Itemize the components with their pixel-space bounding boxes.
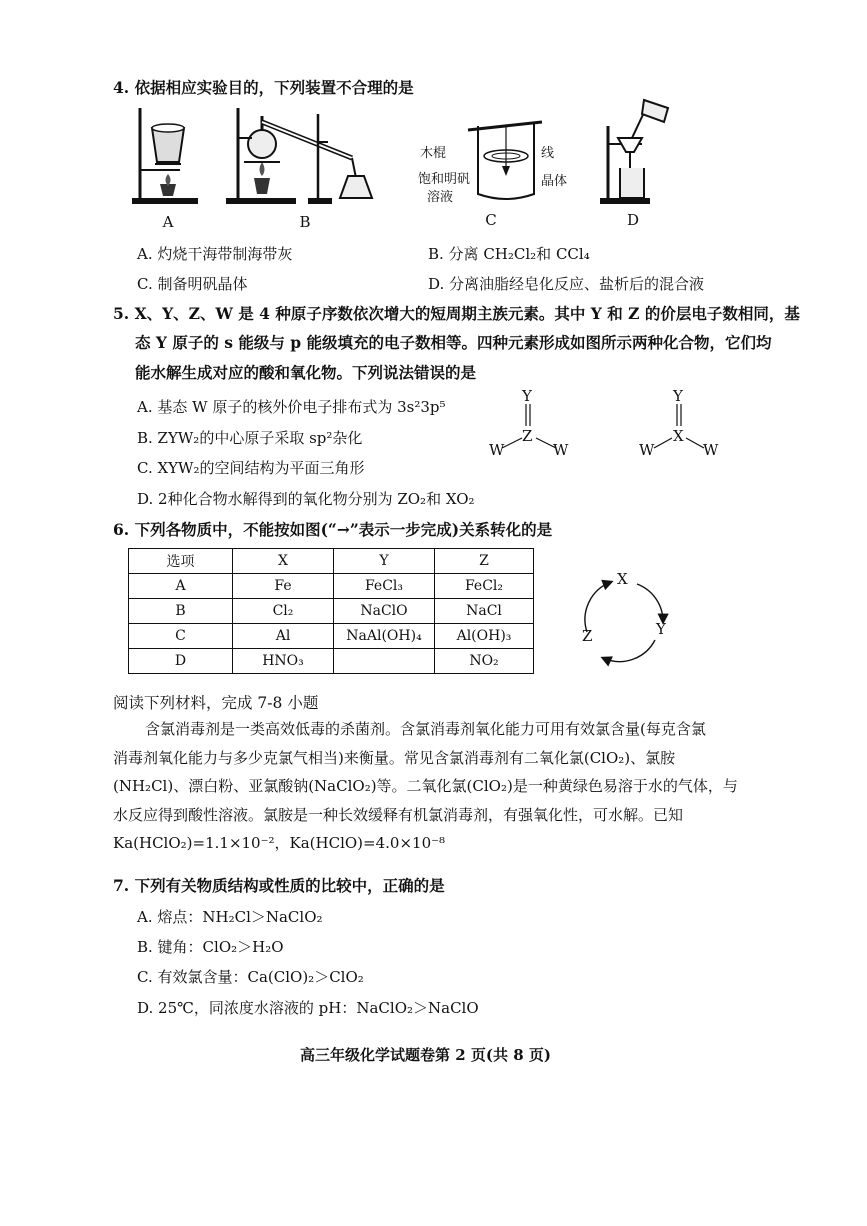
table-cell: NaAl(OH)₄ [334, 624, 435, 649]
table-cell: FeCl₂ [435, 574, 534, 599]
apparatus-c-solution-text-2: 溶液 [427, 190, 454, 205]
apparatus-c-thread-text: 线 [541, 146, 555, 161]
q6-table [128, 548, 534, 674]
table-cell: NaCl [435, 599, 534, 624]
table-cell: FeCl₃ [334, 574, 435, 599]
table-cell: Al(OH)₃ [435, 624, 534, 649]
apparatus-d-label: D [626, 211, 640, 229]
q7-option-d: D. 25℃，同浓度水溶液的 pH：NaClO₂＞NaClO [137, 999, 479, 1017]
cycle-node-x: X [617, 570, 628, 588]
table-cell: D [129, 649, 233, 674]
table-row [129, 649, 534, 674]
table-header-cell: Z [435, 549, 534, 574]
table-cell: HNO₃ [233, 649, 334, 674]
reading-line: (NH₂Cl)、漂白粉、亚氯酸钠(NaClO₂)等。二氧化氯(ClO₂)是一种黄绿色易溶于水的气体，与 [113, 777, 738, 795]
table-header-cell: X [233, 549, 334, 574]
table-cell: Al [233, 624, 334, 649]
q5-stem-line-3: 能水解生成对应的酸和氧化物。下列说法错误的是 [135, 363, 477, 382]
table-cell: Fe [233, 574, 334, 599]
apparatus-c-crystal-text: 晶体 [541, 174, 568, 189]
table-row [129, 574, 534, 599]
table-cell: Cl₂ [233, 599, 334, 624]
struct2-right-atom: W [703, 441, 719, 459]
page-footer: 高三年级化学试题卷第 2 页(共 8 页) [300, 1046, 551, 1064]
cycle-node-y: Y [656, 620, 666, 638]
table-cell: A [129, 574, 233, 599]
table-cell: C [129, 624, 233, 649]
apparatus-c-label: C [485, 211, 497, 229]
table-cell: NaClO [334, 599, 435, 624]
table-row [129, 599, 534, 624]
q7-option-b: B. 键角：ClO₂＞H₂O [137, 938, 284, 956]
apparatus-a-diagram [130, 98, 200, 208]
table-cell: NO₂ [435, 649, 534, 674]
table-cell [334, 649, 435, 674]
reading-line: 消毒剂氧化能力与多少克氯气相当)来衡量。常见含氯消毒剂有二氧化氯(ClO₂)、氯胺 [113, 748, 676, 767]
q5-option-a: A. 基态 W 原子的核外价电子排布式为 3s²3p⁵ [137, 398, 446, 416]
q7-stem: 7. 下列有关物质结构或性质的比较中，正确的是 [113, 876, 445, 895]
struct1-top-atom: Y [522, 387, 532, 405]
struct1-left-atom: W [489, 441, 505, 459]
reading-line: 水反应得到酸性溶液。氯胺是一种长效缓释有机氯消毒剂，有强氧化性，可水解。已知 [113, 805, 684, 824]
apparatus-a-label: A [162, 213, 174, 231]
reading-line: 含氯消毒剂是一类高效低毒的杀菌剂。含氯消毒剂氧化能力可用有效氯含量(每克含氯 [145, 720, 706, 738]
q5-option-c: C. XYW₂的空间结构为平面三角形 [137, 459, 365, 477]
q6-stem: 6. 下列各物质中，不能按如图(“→”表示一步完成)关系转化的是 [113, 520, 553, 539]
q7-option-a: A. 熔点：NH₂Cl＞NaClO₂ [137, 908, 323, 926]
q5-stem-line-2: 态 Y 原子的 s 能级与 p 能级填充的电子数相等。四种元素形成如图所示两种化合物，它们均 [135, 333, 772, 352]
apparatus-d-diagram [598, 98, 678, 208]
apparatus-c-stick-text: 木棍 [420, 146, 447, 161]
cycle-node-z: Z [582, 627, 593, 645]
structure-xyw2 [640, 386, 740, 466]
struct1-center-atom: Z [522, 427, 533, 445]
table-header-cell: 选项 [129, 549, 233, 574]
struct2-left-atom: W [639, 441, 655, 459]
struct2-center-atom: X [673, 427, 684, 445]
reading-material [113, 715, 753, 858]
table-header-cell: Y [334, 549, 435, 574]
reading-line: Ka(HClO₂)=1.1×10⁻²，Ka(HClO)=4.0×10⁻⁸ [113, 834, 446, 852]
struct2-top-atom: Y [673, 387, 683, 405]
apparatus-c-solution-text-1: 饱和明矾 [418, 172, 471, 187]
apparatus-b-label: B [299, 213, 311, 231]
q4-option-d: D. 分离油脂经皂化反应、盐析后的混合液 [428, 275, 705, 293]
table-row [129, 624, 534, 649]
q5-stem-line-1: 5. X、Y、Z、W 是 4 种原子序数依次增大的短周期主族元素。其中 Y 和 Z 的价层电子数相同，基 [113, 304, 800, 323]
q7-option-c: C. 有效氯含量：Ca(ClO)₂＞ClO₂ [137, 968, 364, 986]
table-cell: B [129, 599, 233, 624]
table-header-row [129, 549, 534, 574]
q5-option-d: D. 2种化合物水解得到的氧化物分别为 ZO₂和 XO₂ [137, 490, 475, 508]
q4-option-a: A. 灼烧干海带制海带灰 [137, 245, 293, 263]
reading-intro: 阅读下列材料，完成 7-8 小题 [113, 694, 319, 712]
q4-option-b: B. 分离 CH₂Cl₂和 CCl₄ [428, 245, 590, 263]
struct1-right-atom: W [553, 441, 569, 459]
apparatus-b-diagram [222, 98, 382, 208]
q4-stem: 4. 依据相应实验目的，下列装置不合理的是 [113, 78, 414, 97]
apparatus-c-diagram [466, 98, 546, 208]
q4-option-c: C. 制备明矾晶体 [137, 275, 248, 293]
q5-option-b: B. ZYW₂的中心原子采取 sp²杂化 [137, 429, 363, 447]
